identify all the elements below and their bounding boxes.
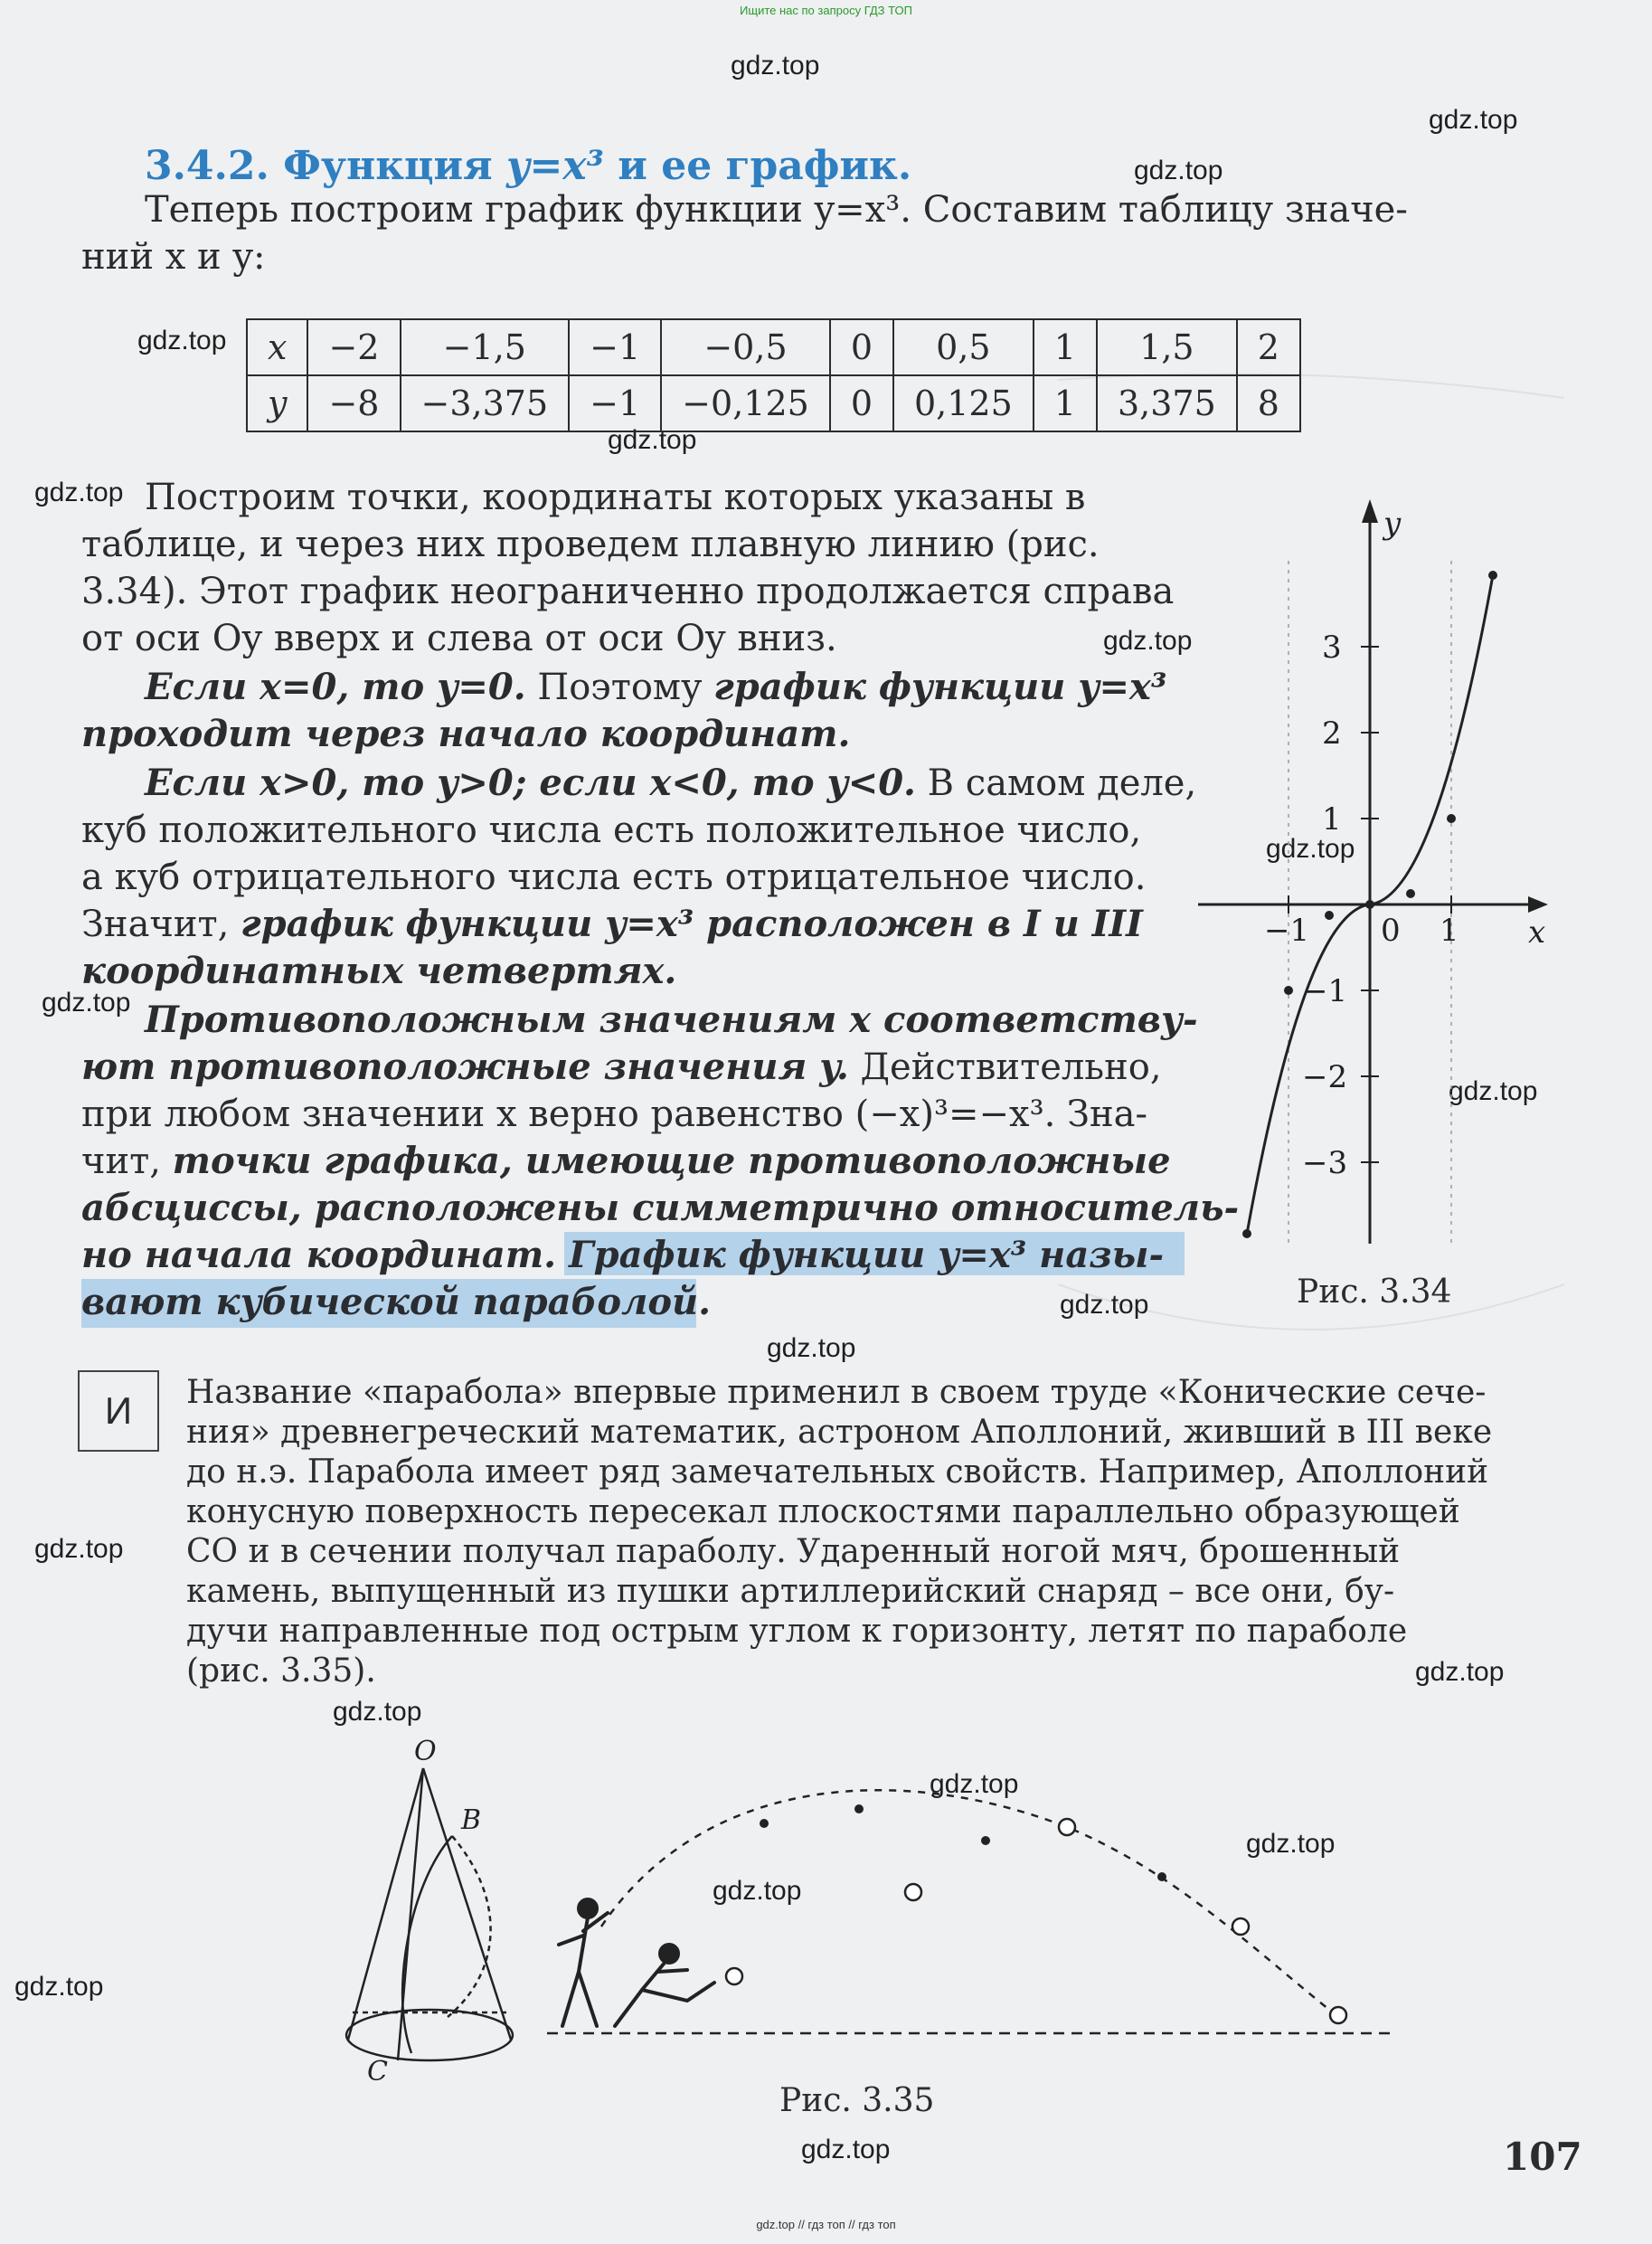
info-marker: И [78,1370,159,1452]
emph-text: график функции y=x³ [713,666,1167,708]
table-cell: −1 [569,375,661,431]
x-tick-label: 1 [1440,913,1459,949]
table-cell: −2 [307,319,400,375]
info-line: до н.э. Парабола имеет ряд замечательных свойств. Например, Аполлоний [186,1453,1489,1491]
table-cell: 8 [1237,375,1300,431]
watermark: gdz.top [137,326,227,355]
person-throwing-icon [559,1899,608,2026]
plain-text: Значит, [81,904,241,945]
graph-point [1365,900,1374,909]
info-line: камень, выпущенный из пушки артиллерийский снаряд – все они, бу- [186,1573,1395,1610]
emph-text: ют противоположные значения y. [81,1046,849,1088]
table-cell: 0 [830,375,893,431]
info-line: ния» древнегреческий математик, астроном Аполлоний, живший в III веке [186,1414,1493,1451]
trajectory-point [981,1836,990,1845]
y-tick-label: −2 [1302,1059,1348,1095]
body-line: Противоположным значениям x соответству- [145,999,1198,1041]
table-cell [247,319,307,375]
trajectory-point [854,1804,864,1813]
plain-text: чит, [81,1141,173,1182]
watermark: gdz.top [42,988,131,1018]
table-cell: −1,5 [401,319,570,375]
plain-text: Действительно, [848,1046,1162,1088]
cubic-graph [1175,488,1555,1266]
table-cell: 0,125 [893,375,1034,431]
graph-point [1406,889,1415,898]
table-cell: 0,5 [893,319,1034,375]
y-tick-label: 1 [1322,801,1342,838]
watermark: gdz.top [34,1534,124,1564]
trajectory-point [1157,1872,1166,1881]
y-label: y [268,383,288,423]
watermark: gdz.top [1246,1829,1336,1859]
emph-text: график функции y=x³ расположен в I и III [241,903,1143,945]
bottom-banner[interactable]: gdz.top // гдз топ // гдз топ [756,2218,896,2231]
body-line [145,760,1196,807]
watermark: gdz.top [1429,105,1518,135]
plain-text: В самом деле, [915,762,1197,804]
watermark: gdz.top [930,1769,1019,1799]
top-banner[interactable]: Ищите нас по запросу ГДЗ ТОП [740,4,912,17]
watermark: gdz.top [1449,1076,1538,1106]
table-cell: 0 [830,319,893,375]
x-label: x [268,327,288,367]
trajectory-point [760,1819,769,1828]
watermark: gdz.top [1134,156,1223,185]
heading-prefix: 3.4.2. Функция [145,143,506,189]
table-cell: −1 [569,319,661,375]
watermark: gdz.top [1415,1657,1505,1687]
info-line: Название «парабола» впервые применил в своем труде «Конические сече- [186,1374,1487,1411]
section-heading [145,143,911,189]
intro-line: ний x и y: [81,236,266,278]
figure-caption: Рис. 3.35 [779,2082,935,2119]
info-line: дучи направленные под острым углом к горизонту, летят по параболе [186,1613,1408,1650]
body-line [81,1044,1162,1091]
figure-caption: Рис. 3.34 [1297,1273,1452,1311]
watermark: gdz.top [767,1333,856,1363]
cone-base [346,2010,513,2060]
x-axis-label: x [1528,914,1546,951]
y-axis-label: y [1383,506,1402,542]
info-line: конусную поверхность пересекал плоскостями параллельно образующей [186,1493,1460,1530]
plain-text: Поэтому [525,667,714,708]
body-line: от оси Oy вверх и слева от оси Oy вниз. [81,618,837,659]
heading-suffix: и ее график. [603,143,912,189]
body-line: Построим точки, координаты которых указаны в [145,477,1086,518]
body-line: вают кубической параболой. [81,1281,712,1323]
ball-icon [1232,1918,1249,1935]
values-table [246,318,1301,432]
table-cell: 1 [1034,375,1097,431]
y-axis-arrow-icon [1362,499,1378,523]
ball-icon [726,1968,742,1984]
graph-point [1284,986,1293,995]
table-row [247,375,1300,431]
table-cell: 1,5 [1097,319,1237,375]
table-cell: 1 [1034,319,1097,375]
cone-label-c: C [367,2056,388,2080]
body-line: абсциссы, расположены симметрично относитель- [81,1187,1240,1229]
body-line [145,664,1166,711]
table-row [247,319,1300,375]
watermark: gdz.top [731,51,820,80]
table-cell: 2 [1237,319,1300,375]
ball-icon [1059,1819,1075,1835]
x-axis-arrow-icon [1528,896,1548,913]
parabola-section [402,1836,452,2053]
table-cell: −3,375 [401,375,570,431]
watermark: gdz.top [333,1697,422,1727]
heading-func: y=x³ [505,143,604,189]
body-line: таблице, и через них проведем плавную линию (рис. [81,524,1100,565]
table-cell: −0,5 [661,319,830,375]
watermark: gdz.top [14,1972,104,2002]
intro-line: Теперь построим график функции y=x³. Составим таблицу значе- [145,189,1408,231]
watermark: gdz.top [801,2135,891,2164]
body-line [81,901,1143,948]
cone-label-o: O [414,1736,437,1767]
info-line: CO и в сечении получал параболу. Ударенный ногой мяч, брошенный [186,1533,1401,1570]
body-line: 3.34). Этот график неограниченно продолжается справа [81,571,1175,612]
body-line: куб положительного числа есть положительное число, [81,810,1142,851]
graph-point [1242,1229,1251,1238]
watermark: gdz.top [34,478,124,507]
y-tick-label: −3 [1302,1145,1348,1181]
emph-text: Если x>0, то y>0; если x<0, то y<0. [145,762,916,804]
watermark: gdz.top [1103,626,1193,656]
graph-point [1488,571,1497,580]
table-cell: −8 [307,375,400,431]
watermark: gdz.top [1266,834,1355,864]
graph-point [1447,814,1456,823]
cone-label-b: B [461,1804,482,1836]
watermark: gdz.top [1060,1290,1149,1320]
origin-label: 0 [1381,913,1401,949]
figure-3-35 [326,1719,1411,2080]
person-kicking-icon [615,1945,714,2026]
body-line: а куб отрицательного числа есть отрицательное число. [81,857,1147,898]
body-line: проходит через начало координат. [81,713,851,755]
graph-point [1325,911,1334,920]
ball-icon [1330,2007,1346,2023]
emph-text: Если x=0, то y=0. [145,666,526,708]
page-number: 107 [1503,2135,1582,2179]
info-line: (рис. 3.35). [186,1652,376,1690]
body-line: но начала координат. График функции y=x³ назы- [81,1234,1165,1276]
body-line: координатных четвертях. [81,950,677,992]
watermark: gdz.top [713,1876,802,1906]
y-tick-label: −1 [1302,973,1348,1009]
y-tick-label: 2 [1322,715,1342,752]
body-line: при любом значении x верно равенство (−x)³=−x³. Зна- [81,1094,1148,1135]
table-cell: −0,125 [661,375,830,431]
body-line [81,1138,1171,1185]
emph-text: точки графика, имеющие противоположные [172,1140,1171,1182]
ball-icon [905,1884,921,1900]
y-tick-label: 3 [1322,630,1342,666]
watermark: gdz.top [608,425,697,455]
table-cell: 3,375 [1097,375,1237,431]
table-cell [247,375,307,431]
x-tick-label: −1 [1264,913,1310,949]
